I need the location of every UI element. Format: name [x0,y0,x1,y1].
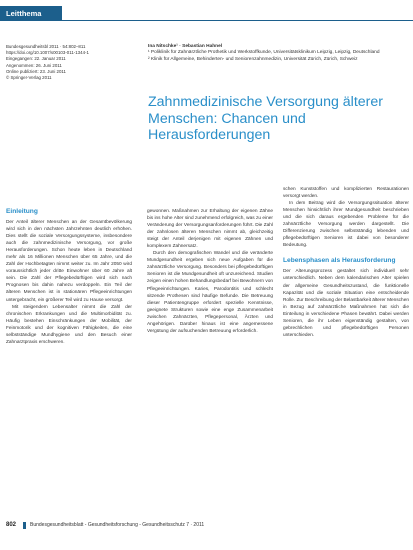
author-block [148,44,408,63]
text-column-2 [147,208,273,335]
journal-name: Bundesgesundheitsblatt - Gesundheitsforschung - Gesundheitsschutz 7 · 2011 [30,522,205,528]
footer-bar [23,522,26,529]
text-column-3 [283,186,409,339]
section-heading: Lebensphasen als Herausforderung [283,257,396,265]
author-names: Ina Nitschke¹ · Sebastian Hahnel [148,44,223,49]
body-paragraph: schen Kunststoffen und komplizierten Restaurationen versorgt werden. [283,187,409,200]
body-paragraph: Der Anteil älterer Menschen an der Gesamtbevölkerung wird sich in den nächsten Jahrzehnten deutlich erhöhen. Dies stellt die soziale Versorgungssysteme, insbesondere auch die zahnmedizinische Versorgung, vor große Herausforderungen. Schon heute leben in Deutschland mehr als 16 Millionen Menschen über 65 Jahre, und die Zahl der Hochbetagten nimmt weiter zu. Im Jahr 2050 wird voraussichtlich jeder dritte Einwohner über 60 Jahre alt sein. Die Zahl der Pflegebedürftigen wird sich nach Prognosen bis dahin nahezu verdoppeln. Ein Teil der älteren Menschen ist in stationären Pflegeeinrichtungen untergebracht, ein größerer Teil wird zu Hause versorgt. [6,220,132,303]
body-paragraph: gewonnen. Maßnahmen zur Erhaltung der eigenen Zähne bis ins hohe Alter sind zunehmend erfolgreich, was zu einer Veränderung der Versorgungsanforderungen führt. Die Zahl der zahnlosen älteren Menschen nimmt ab, gleichzeitig steigt der Anteil derjenigen mit eigenen Zähnen und komplexem Zahnersatz. [147,209,273,250]
meta-line: Eingegangen: 22. Januar 2011 [6,56,66,62]
body-paragraph: In dem Beitrag wird die Versorgungssituation älterer Menschen hinsichtlich ihrer Mundgesundheit beschrieben und die sich daraus ergebenden Probleme für die zahnärztliche Versorgung werden dargestellt. Die Differenzierung zwischen selbstständig lebenden und pflegebedürftigen Senioren ist dabei von besonderer Bedeutung. [283,201,409,249]
article-metadata [6,44,136,81]
affiliation: ¹ Poliklinik für Zahnärztliche Prothetik und Werkstoffkunde, Universitätsklinikum Leipzig, Leipzig, Deutschland [148,50,380,56]
doi-link[interactable]: https://doi.org/10.1007/s00103-011-1344-1 [6,50,89,56]
meta-line: Online publiziert: 23. Juni 2011 [6,68,66,74]
page-number: 802 [6,522,17,528]
text-column-1 [6,208,132,346]
body-paragraph: Mit steigendem Lebensalter nimmt die Zahl der chronischen Erkrankungen und die Multimorbidität zu. Häufig bestehen Einschränkungen der Mobilität, der Feinmotorik und der kognitiven Fähigkeiten, die eine selbstständige Mundhygiene und den Besuch einer Zahnarztpraxis erschweren. [6,304,132,345]
body-paragraph: Durch den demografischen Wandel und die veränderte Mundgesundheit ergeben sich neue Aufgaben für die zahnärztliche Versorgung. Besonders bei pflegebedürftigen Senioren ist die Mundgesundheit oft unzureichend. Studien zeigen einen hohen Behandlungsbedarf bei Bewohnern von Pflegeeinrichtungen. Karies, Parodontitis und schlecht sitzende Prothesen sind häufige Befunde. Die Betreuung dieser Patientengruppe erfordert spezielle Kenntnisse, geeignete Strukturen sowie eine enge Zusammenarbeit zwischen Zahnärzten, Pflegepersonal, Ärzten und Angehörigen. Darüber hinaus ist eine angemessene Vergütung der aufsuchenden Betreuung erforderlich. [147,251,273,334]
header-rule [62,20,413,21]
section-heading: Einleitung [6,208,38,215]
article-title: Zahnmedizinische Versorgung älterer Menschen: Chancen und Herausforderungen [148,94,384,144]
body-paragraph: Der Alterungsprozess gestaltet sich individuell sehr unterschiedlich. Neben dem kalendarischen Alter spielen der allgemeine Gesundheitszustand, die funktionelle Kapazität und die soziale Situation eine entscheidende Rolle. Zur Beschreibung der Belastbarkeit älterer Menschen in Bezug auf zahnärztliche Maßnahmen hat sich die Einteilung in verschiedene Phasen bewährt. Dabei werden Senioren, die ihr Leben eigenständig gestalten, von gebrechlichen und pflegebedürftigen Personen unterschieden. [283,269,409,338]
meta-line: Angenommen: 26. Juni 2011 [6,62,62,68]
copyright: © Springer-Verlag 2011 [6,75,52,81]
section-tab: Leitthema [0,6,62,21]
page-footer [0,519,413,531]
meta-line: Bundesgesundheitsbl 2011 · 54:802–811 [6,44,86,49]
affiliation: ² Klinik für Allgemeine, Behinderten- und Seniorenzahnmedizin, Universität Zürich, Zürich, Schweiz [148,56,358,62]
